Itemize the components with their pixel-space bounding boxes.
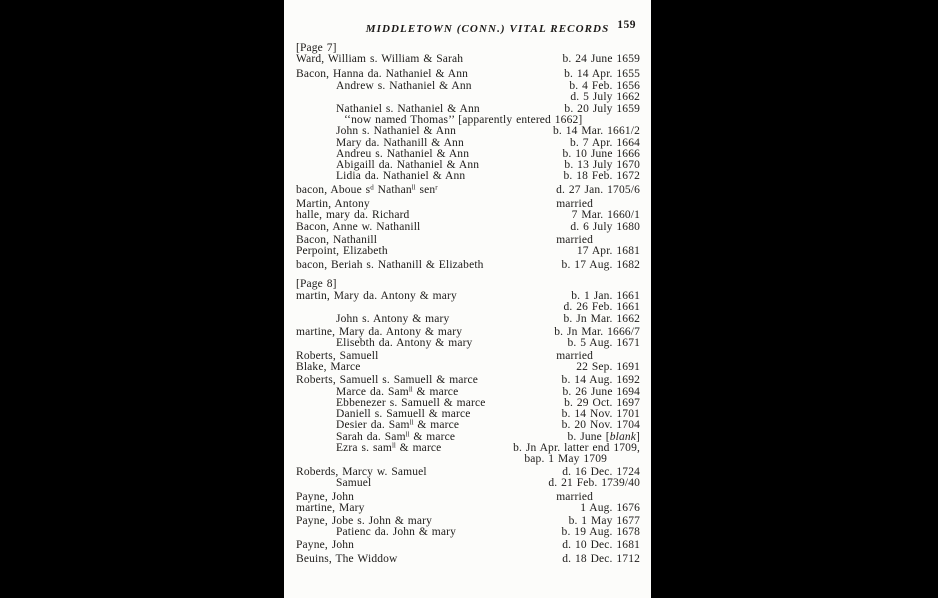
record-date: 17 Apr. 1681 [576,245,640,258]
record-date: bap. 1 May 1709 [524,452,607,465]
record-row [296,540,640,551]
record-name: bacon, Aboue $s^d$ Nathan$^{ll}$ sen$^r$ [296,183,438,197]
record-date: 22 Sep. 1691 [576,361,640,374]
record-name: Samuel [336,477,372,490]
record-name: ‘‘now named Thomas’’ [apparently entered 1662] [344,114,583,127]
record-name: Mary da. Nathanill & Ann [336,136,464,149]
record-row [296,69,640,80]
record-date: b. Jn Mar. 1662 [563,313,640,326]
record-name: Elisebth da. Antony & mary [336,336,473,349]
record-date: b. 29 Oct. 1697 [564,396,640,409]
record-row [296,420,640,431]
record-name: Martin, Antony [296,197,370,210]
record-date: b. 14 Nov. 1701 [561,408,640,421]
record-row [296,210,640,221]
record-date: b. 5 Aug. 1671 [567,336,640,349]
record-name: Bacon, Nathanill [296,234,378,247]
record-row [296,527,640,538]
record-name: Andreu s. Nathaniel & Ann [336,147,470,160]
record-date: d. 6 July 1680 [570,221,640,234]
record-name: Patienc da. John & mary [336,526,457,539]
record-name: Ezra s. sam$^{ll}$ & marce [336,441,442,454]
record-row [296,54,640,65]
record-row [296,92,640,103]
record-row [296,503,640,514]
record-row [296,338,640,349]
record-date: b. 10 June 1666 [562,147,640,160]
record-row [296,454,640,465]
record-name: Roberts, Samuell [296,350,379,363]
record-name: Lidia da. Nathaniel & Ann [336,170,466,183]
record-date: b. 18 Feb. 1672 [563,170,640,183]
record-date: b. 7 Apr. 1664 [570,136,640,149]
record-date: b. 14 Mar. 1661/2 [552,125,640,138]
record-date: b. 14 Aug. 1692 [561,374,640,387]
record-name: Andrew s. Nathaniel & Ann [336,79,472,92]
records [296,43,640,565]
record-name: Roberds, Marcy w. Samuel [296,466,427,479]
record-date: b. 24 June 1659 [562,53,640,66]
record-name: John s. Antony & mary [336,313,450,326]
record-date: 1 Aug. 1676 [580,501,640,514]
record-name: bacon, Beriah s. Nathanill & Elizabeth [296,258,484,271]
record-row [296,478,640,489]
record-name: Payne, Jobe s. John & mary [296,514,432,527]
record-row [296,222,640,233]
record-row [296,375,640,386]
record-date: b. 14 Apr. 1655 [564,68,640,81]
record-date: b. 1 Jan. 1661 [571,290,640,303]
record-date: 7 Mar. 1660/1 [571,208,640,221]
record-row [296,260,640,271]
record-name: Blake, Marce [296,361,361,374]
record-row [296,554,640,565]
record-row [296,246,640,257]
record-date: d. 21 Feb. 1739/40 [548,477,640,490]
record-name: halle, mary da. Richard [296,208,410,221]
record-date: d. 27 Jan. 1705/6 [556,184,640,197]
record-name: martine, Mary da. Antony & mary [296,325,463,338]
page-number: 159 [617,19,636,31]
record-date: b. June [blank] [567,430,640,443]
record-date: d. 18 Dec. 1712 [562,552,640,565]
record-name: John s. Nathaniel & Ann [336,125,457,138]
running-header [284,19,651,35]
record-name: Perpoint, Elizabeth [296,245,388,258]
record-name: martin, Mary da. Antony & mary [296,290,457,303]
record-name: Payne, John [296,539,355,552]
record-date: b. 1 May 1677 [568,514,640,527]
record-name: Sarah da. Sam$^{ll}$ & marce [336,430,456,443]
record-name: Nathaniel s. Nathaniel & Ann [336,103,480,116]
record-date: b. 20 Nov. 1704 [561,419,640,432]
record-date: d. 16 Dec. 1724 [562,466,640,479]
record-date: married [556,490,593,503]
record-date: married [556,350,593,363]
record-date: b. Jn Mar. 1666/7 [554,325,640,338]
record-name: Bacon, Anne w. Nathanill [296,221,421,234]
record-date: d. 26 Feb. 1661 [563,301,640,314]
record-row [296,185,640,196]
section-label: [Page 7] [296,42,337,54]
record-name: Beuins, The Widdow [296,552,398,565]
record-name: Daniell s. Samuell & marce [336,408,471,421]
record-name: Desier da. Sam$^{ll}$ & marce [336,418,460,432]
section-label: [Page 8] [296,277,337,290]
record-name: martine, Mary [296,501,365,514]
record-date: b. 13 July 1670 [564,159,640,172]
record-date: b. Jn Apr. latter end 1709, [513,441,640,454]
record-date: b. 17 Aug. 1682 [561,258,640,271]
record-name: Abigaill da. Nathaniel & Ann [336,159,480,172]
record-row [296,302,640,313]
record-row [296,126,640,137]
record-date: married [556,234,593,247]
record-name: Ward, William s. William & Sarah [296,53,464,66]
record-date: b. 26 June 1694 [562,385,640,398]
record-date: b. 19 Aug. 1678 [561,526,640,539]
record-name: Ebbenezer s. Samuell & marce [336,396,486,409]
record-name: Marce da. Sam$^{ll}$ & marce [336,385,459,398]
record-name: Bacon, Hanna da. Nathaniel & Ann [296,68,468,81]
record-name: Payne, John [296,490,355,503]
record-date: married [556,197,593,210]
record-row [296,314,640,325]
record-row [296,362,640,373]
record-date: d. 5 July 1662 [570,90,640,103]
record-date: b. 4 Feb. 1656 [569,79,640,92]
record-date: b. 20 July 1659 [564,103,640,116]
record-row [296,171,640,182]
scanned-book-page [284,0,651,598]
record-name: Roberts, Samuell s. Samuell & marce [296,374,479,387]
page-title: MIDDLETOWN (CONN.) VITAL RECORDS [365,23,610,35]
record-date: d. 10 Dec. 1681 [562,539,640,552]
